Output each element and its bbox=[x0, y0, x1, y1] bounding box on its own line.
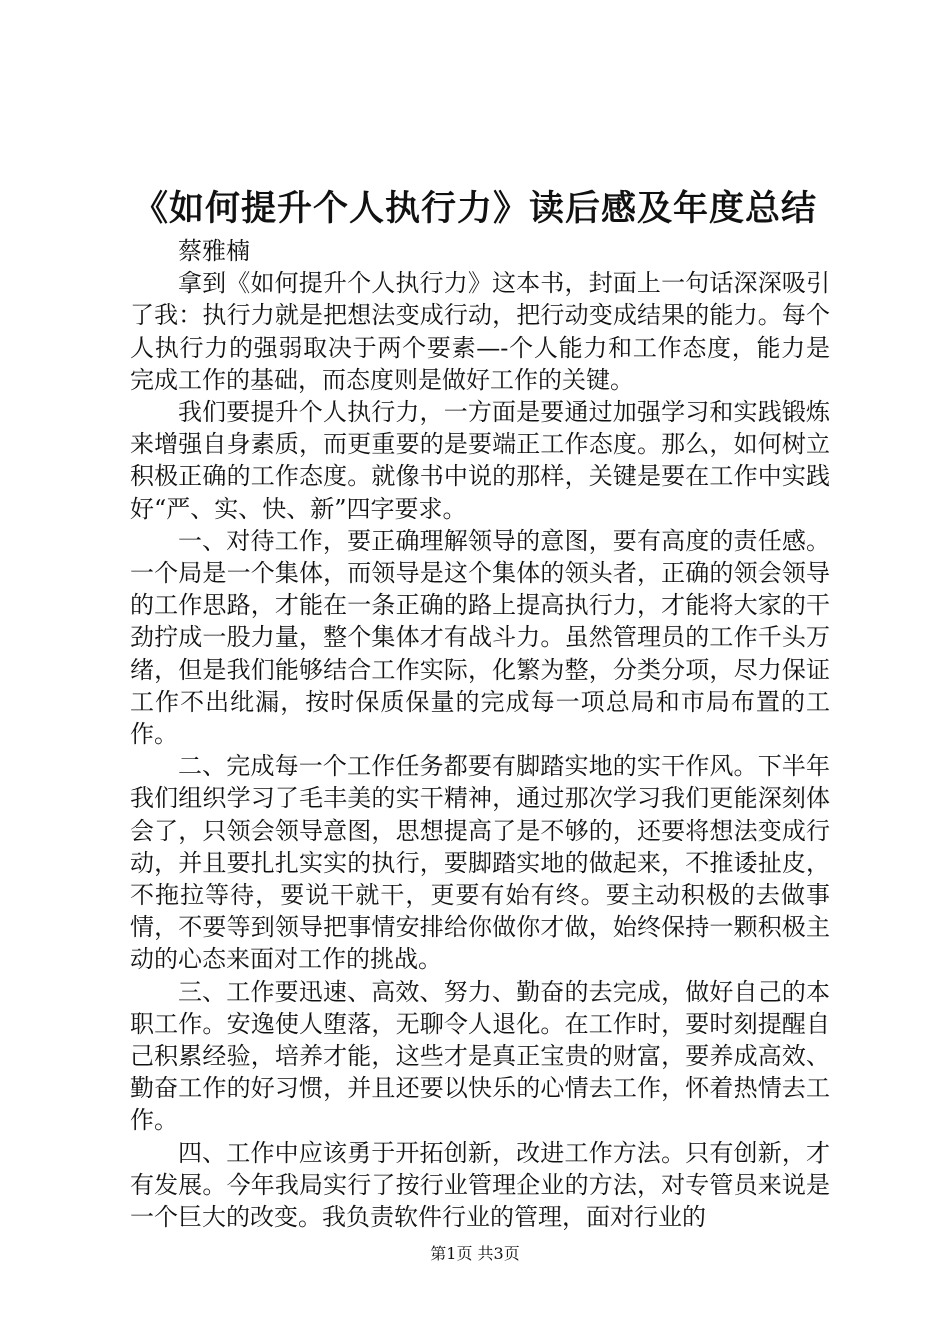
paragraph-point-one: 一、对待工作，要正确理解领导的意图，要有高度的责任感。一个局是一个集体，而领导是这个集体的领头者，正确的领会领导的工作思路，才能在一条正确的路上提高执行力，才能将大家的干劲拧成一股力量，整个集体才有战斗力。虽然管理员的工作千头万绪，但是我们能够结合工作实际，化繁为整，分类分项，尽力保证工作不出纰漏，按时保质保量的完成每一项总局和市局布置的工作。 bbox=[130, 526, 830, 749]
paragraph-point-three: 三、工作要迅速、高效、努力、勤奋的去完成，做好自己的本职工作。安逸使人堕落，无聊令人退化。在工作时，要时刻提醒自己积累经验，培养才能，这些才是真正宝贵的财富，要养成高效、勤奋工作的好习惯，并且还要以快乐的心情去工作，怀着热情去工作。 bbox=[130, 977, 830, 1135]
paragraph-intro: 拿到《如何提升个人执行力》这本书，封面上一句话深深吸引了我：执行力就是把想法变成行动，把行动变成结果的能力。每个人执行力的强弱取决于两个要素—-个人能力和工作态度，能力是完成工作的基础，而态度则是做好工作的关键。 bbox=[130, 269, 830, 394]
document-body bbox=[130, 235, 830, 1233]
document-title: 《如何提升个人执行力》读后感及年度总结 bbox=[132, 188, 817, 229]
paragraph-point-two: 二、完成每一个工作任务都要有脚踏实地的实干作风。下半年我们组织学习了毛丰美的实干精神，通过那次学习我们更能深刻体会了，只领会领导意图，思想提高了是不够的，还要将想法变成行动，并且要扎扎实实的执行，要脚踏实地的做起来，不推诿扯皮，不拖拉等待，要说干就干，更要有始有终。要主动积极的去做事情，不要等到领导把事情安排给你做你才做，始终保持一颗积极主动的心态来面对工作的挑战。 bbox=[130, 752, 830, 974]
page-number-footer: 第1页 共3页 bbox=[430, 1244, 520, 1263]
paragraph-point-four: 四、工作中应该勇于开拓创新，改进工作方法。只有创新，才有发展。今年我局实行了按行业管理企业的方法，对专管员来说是一个巨大的改变。我负责软件行业的管理，面对行业的 bbox=[130, 1138, 830, 1232]
paragraph-attitude: 我们要提升个人执行力，一方面是要通过加强学习和实践锻炼来增强自身素质，而更重要的是要端正工作态度。那么，如何树立积极正确的工作态度。就像书中说的那样，关键是要在工作中实践好“严、实、快、新”四字要求。 bbox=[130, 398, 830, 523]
author-name: 蔡雅楠 bbox=[178, 237, 250, 265]
